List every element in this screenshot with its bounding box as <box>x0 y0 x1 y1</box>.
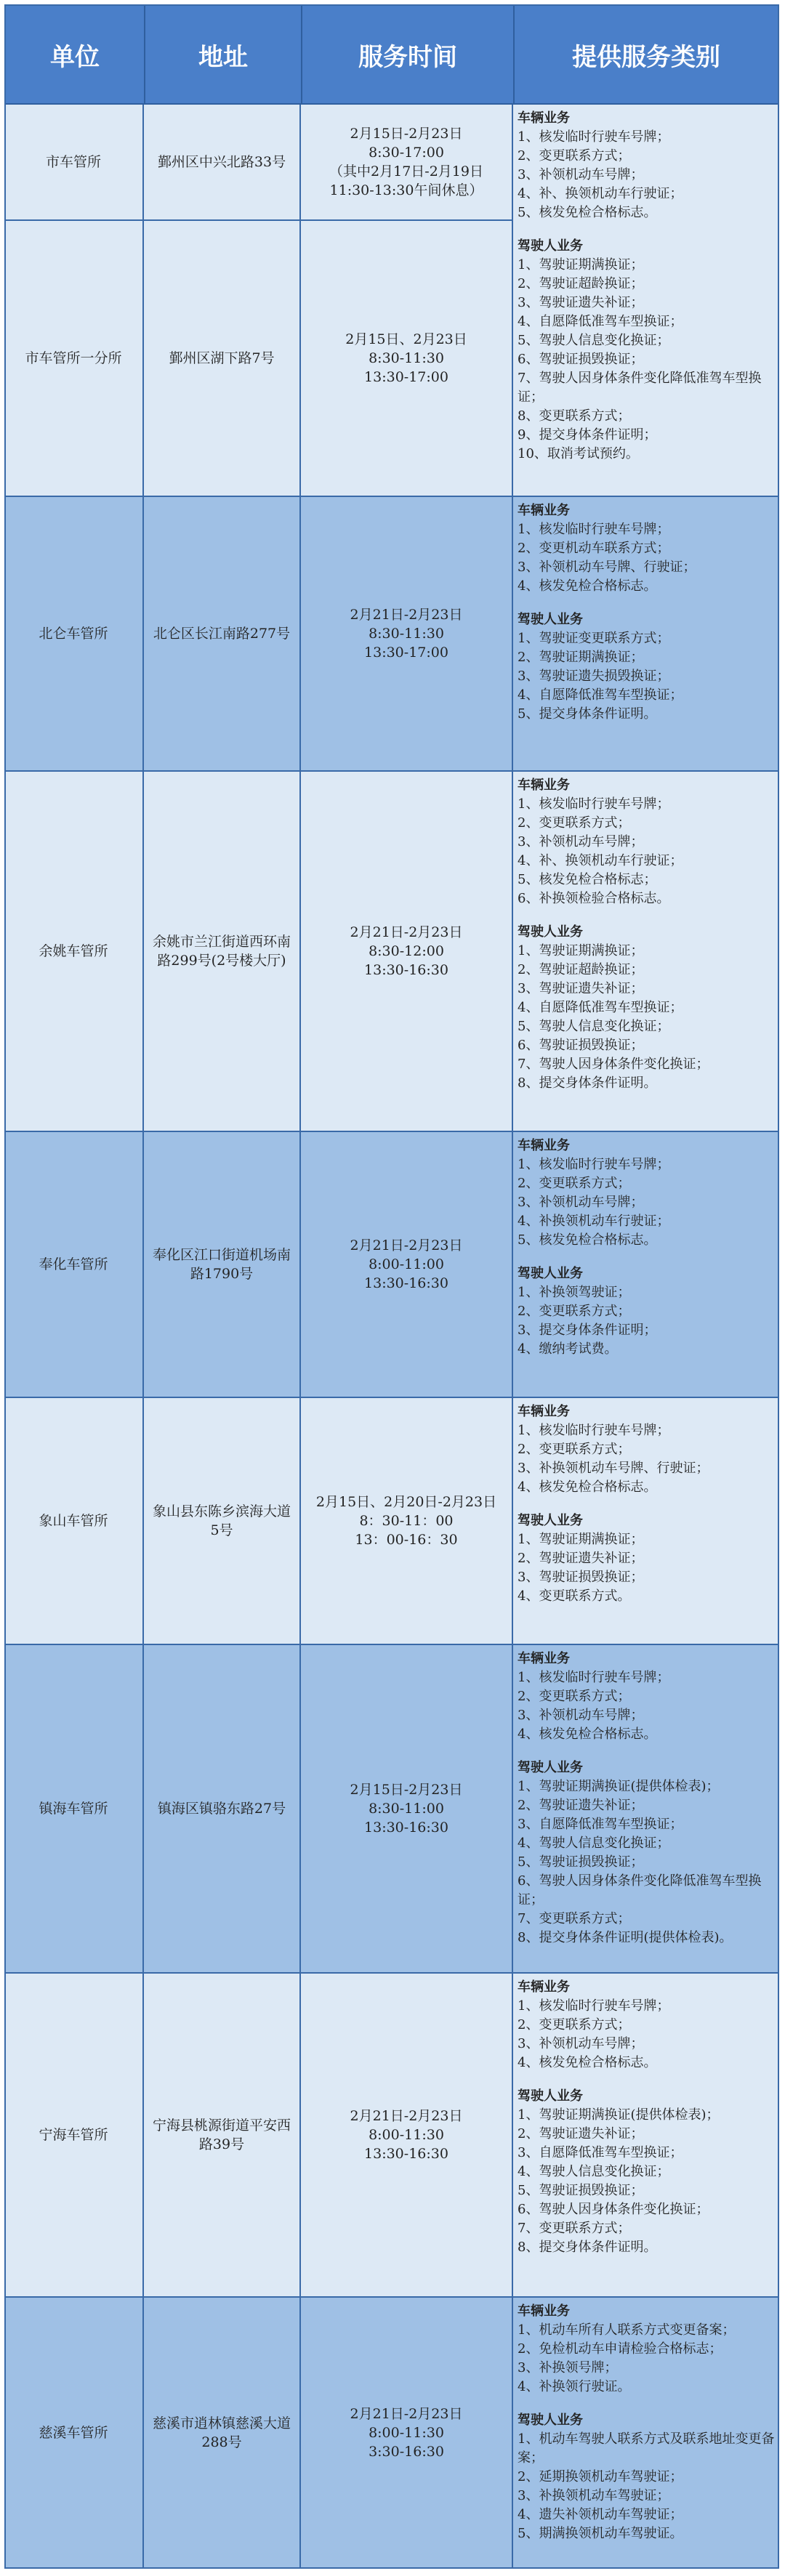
address-cell: 宁海县桃源街道平安西路39号 <box>144 1974 301 2296</box>
service-item: 3、驾驶证遗失补证； <box>518 295 644 310</box>
service-item: 4、自愿降低准驾车型换证； <box>518 687 683 703</box>
service-item: 2、延期换领机动车驾驶证； <box>518 2469 683 2484</box>
service-item: 2、驾驶证超龄换证； <box>518 962 644 977</box>
service-section <box>518 109 775 222</box>
service-section <box>518 1511 775 1606</box>
service-item: 3、驾驶证遗失补证； <box>518 981 644 996</box>
service-section-title: 驾驶人业务 <box>518 2088 583 2104</box>
service-category-cell <box>513 1398 779 1645</box>
service-section <box>518 237 775 464</box>
service-section <box>518 1650 775 1744</box>
service-item: 3、补领机动车号牌、行驶证； <box>518 560 696 575</box>
service-item: 4、补、换领机动车行驶证； <box>518 853 683 868</box>
address-cell: 北仑区长江南路277号 <box>144 497 301 770</box>
service-section <box>518 2302 775 2397</box>
service-item: 3、补领机动车号牌； <box>518 167 644 182</box>
service-item: 4、自愿降低准驾车型换证； <box>518 1000 683 1015</box>
service-section-title: 驾驶人业务 <box>518 1266 583 1281</box>
service-section <box>518 2411 775 2543</box>
service-item: 3、驾驶证损毁换证； <box>518 1570 644 1585</box>
service-section-title: 驾驶人业务 <box>518 924 583 940</box>
service-item: 6、驾驶证损毁换证； <box>518 352 644 367</box>
service-item: 8、提交身体条件证明。 <box>518 1075 657 1091</box>
service-item: 2、驾驶证超龄换证； <box>518 276 644 291</box>
service-section <box>518 2087 775 2257</box>
address-cell: 鄞州区湖下路7号 <box>144 221 301 496</box>
service-category-cell <box>513 105 779 497</box>
address-cell: 奉化区江口街道机场南路1790号 <box>144 1132 301 1397</box>
unit-cell: 慈溪车管所 <box>4 2298 144 2567</box>
service-item: 3、补换领机动车号牌、行驶证； <box>518 1461 709 1476</box>
unit-cell: 市车管所一分所 <box>4 221 144 496</box>
header-service-category: 提供服务类别 <box>572 42 720 72</box>
service-time-cell: 2月21日-2月23日 8:30-11:30 13:30-17:00 <box>301 497 513 770</box>
service-section <box>518 1264 775 1359</box>
service-item: 5、核发免检合格标志。 <box>518 1232 657 1248</box>
service-section-title: 驾驶人业务 <box>518 1760 583 1775</box>
header-address: 地址 <box>145 6 302 103</box>
service-item: 8、提交身体条件证明(提供体检表)。 <box>518 1930 733 1945</box>
table-header <box>4 4 779 105</box>
unit-cell: 奉化车管所 <box>4 1132 144 1397</box>
service-item: 1、驾驶证期满换证(提供体检表)； <box>518 2107 720 2123</box>
unit-cell: 余姚车管所 <box>4 772 144 1131</box>
service-time-cell: 2月21日-2月23日 8:30-12:00 13:30-16:30 <box>301 772 513 1131</box>
service-time-cell: 2月15日-2月23日 8:30-11:00 13:30-16:30 <box>301 1645 513 1972</box>
service-item: 1、核发临时行驶车号牌； <box>518 522 670 537</box>
service-category-cell <box>513 1132 779 1398</box>
service-item: 4、驾驶人信息变化换证； <box>518 1836 670 1851</box>
service-section-title: 车辆业务 <box>518 503 570 518</box>
service-item: 1、驾驶证期满换证； <box>518 943 644 958</box>
service-item: 4、自愿降低准驾车型换证； <box>518 314 683 329</box>
service-item: 2、免检机动车申请检验合格标志； <box>518 2341 722 2357</box>
header-unit: 单位 <box>6 6 145 103</box>
service-item: 3、补领机动车号牌； <box>518 834 644 849</box>
service-item: 2、变更联系方式； <box>518 2017 631 2032</box>
service-item: 2、变更机动车联系方式； <box>518 541 670 556</box>
service-item: 9、提交身体条件证明； <box>518 427 657 443</box>
service-item: 1、驾驶证期满换证(提供体检表)； <box>518 1779 720 1794</box>
service-section-title: 车辆业务 <box>518 1404 570 1419</box>
service-time-cell: 2月15日、2月20日-2月23日 8：30-11：00 13：00-16：30 <box>301 1398 513 1644</box>
service-item: 4、驾驶人信息变化换证； <box>518 2164 670 2179</box>
service-item: 6、驾驶证损毁换证； <box>518 1038 644 1053</box>
unit-cell: 镇海车管所 <box>4 1645 144 1972</box>
service-section-title: 车辆业务 <box>518 2304 570 2319</box>
service-item: 7、驾驶人因身体条件变化换证； <box>518 1057 709 1072</box>
service-category-cell <box>513 497 779 772</box>
service-section <box>518 776 775 908</box>
service-item: 4、核发免检合格标志。 <box>518 578 657 594</box>
service-item: 5、驾驶人信息变化换证； <box>518 333 670 348</box>
service-category-cell <box>513 1645 779 1974</box>
service-item: 4、遗失补领机动车驾驶证； <box>518 2507 683 2522</box>
service-item: 3、补领机动车号牌； <box>518 1708 644 1723</box>
service-section <box>518 1402 775 1497</box>
service-item: 1、核发临时行驶车号牌； <box>518 796 670 812</box>
service-item: 1、核发临时行驶车号牌； <box>518 129 670 145</box>
service-item: 7、驾驶人因身体条件变化降低准驾车型换证； <box>518 371 762 405</box>
service-item: 5、驾驶人信息变化换证； <box>518 1019 670 1034</box>
service-time-cell: 2月21日-2月23日 8:00-11:30 3:30-16:30 <box>301 2298 513 2567</box>
service-item: 3、驾驶证遗失损毁换证； <box>518 669 670 684</box>
unit-cell: 象山车管所 <box>4 1398 144 1644</box>
service-item: 3、补换领号牌； <box>518 2360 618 2375</box>
service-section-title: 驾驶人业务 <box>518 2413 583 2428</box>
service-section-title: 车辆业务 <box>518 1651 570 1666</box>
service-item: 1、驾驶证期满换证； <box>518 257 644 272</box>
service-item: 2、变更联系方式； <box>518 1689 631 1704</box>
service-section-title: 车辆业务 <box>518 1138 570 1153</box>
service-item: 4、缴纳考试费。 <box>518 1341 618 1357</box>
service-item: 3、自愿降低准驾车型换证； <box>518 1817 683 1832</box>
service-item: 3、补换领机动车驾驶证； <box>518 2488 670 2503</box>
service-item: 1、驾驶证期满换证； <box>518 1532 644 1547</box>
unit-cell: 北仑车管所 <box>4 497 144 770</box>
service-item: 3、自愿降低准驾车型换证； <box>518 2145 683 2160</box>
service-item: 2、变更联系方式； <box>518 1304 631 1319</box>
service-section <box>518 610 775 724</box>
header-service-time: 服务时间 <box>302 6 515 103</box>
service-item: 4、核发免检合格标志。 <box>518 1727 657 1742</box>
service-item: 6、补换领检验合格标志。 <box>518 891 670 906</box>
service-item: 8、变更联系方式； <box>518 408 631 424</box>
address-cell: 余姚市兰江街道西环南路299号(2号楼大厅) <box>144 772 301 1131</box>
service-item: 2、驾驶证遗失补证； <box>518 1798 644 1813</box>
service-section-title: 车辆业务 <box>518 110 570 126</box>
service-item: 2、驾驶证期满换证； <box>518 650 644 665</box>
service-item: 8、提交身体条件证明。 <box>518 2240 657 2255</box>
service-item: 1、机动车驾驶人联系方式及联系地址变更备案； <box>518 2431 775 2466</box>
service-item: 1、核发临时行驶车号牌； <box>518 1670 670 1685</box>
service-item: 7、变更联系方式； <box>518 2221 631 2236</box>
service-item: 2、驾驶证遗失补证； <box>518 2126 644 2141</box>
service-item: 4、核发免检合格标志。 <box>518 1479 657 1495</box>
service-category-cell <box>513 2298 779 2569</box>
service-item: 2、变更联系方式； <box>518 148 631 163</box>
service-item: 4、补、换领机动车行驶证； <box>518 186 683 201</box>
service-item: 2、变更联系方式； <box>518 815 631 831</box>
service-section <box>518 501 775 596</box>
service-section-title: 驾驶人业务 <box>518 612 583 627</box>
service-item: 2、变更联系方式； <box>518 1176 631 1191</box>
service-category-cell <box>513 1974 779 2298</box>
service-item: 5、驾驶证损毁换证； <box>518 2183 644 2198</box>
service-category-cell <box>513 772 779 1132</box>
address-cell: 慈溪市逍林镇慈溪大道288号 <box>144 2298 301 2567</box>
service-section-title: 驾驶人业务 <box>518 238 583 254</box>
service-item: 5、提交身体条件证明。 <box>518 706 657 722</box>
service-section <box>518 1978 775 2072</box>
unit-cell: 宁海车管所 <box>4 1974 144 2296</box>
service-section-title: 驾驶人业务 <box>518 1513 583 1528</box>
service-item: 1、机动车所有人联系方式变更备案； <box>518 2322 736 2338</box>
service-item: 4、变更联系方式。 <box>518 1588 631 1604</box>
service-time-cell: 2月21日-2月23日 8:00-11:30 13:30-16:30 <box>301 1974 513 2296</box>
service-item: 1、核发临时行驶车号牌； <box>518 1423 670 1438</box>
service-section-title: 车辆业务 <box>518 778 570 793</box>
service-item: 3、补领机动车号牌； <box>518 1195 644 1210</box>
address-cell: 镇海区镇骆东路27号 <box>144 1645 301 1972</box>
service-item: 7、变更联系方式； <box>518 1911 631 1926</box>
service-time-cell: 2月15日-2月23日 8:30-17:00 （其中2月17日-2月19日 11:30-13:30午间休息） <box>301 105 513 219</box>
service-time-cell: 2月21日-2月23日 8:00-11:00 13:30-16:30 <box>301 1132 513 1397</box>
address-cell: 象山县东陈乡滨海大道5号 <box>144 1398 301 1644</box>
service-item: 4、核发免检合格标志。 <box>518 2055 657 2070</box>
service-section <box>518 923 775 1093</box>
service-item: 1、核发临时行驶车号牌； <box>518 1157 670 1172</box>
service-item: 1、驾驶证变更联系方式； <box>518 631 670 646</box>
address-cell: 鄞州区中兴北路33号 <box>144 105 301 219</box>
service-item: 2、变更联系方式； <box>518 1442 631 1457</box>
service-item: 5、驾驶证损毁换证； <box>518 1854 644 1870</box>
service-item: 2、驾驶证遗失补证； <box>518 1551 644 1566</box>
service-item: 1、补换领驾驶证； <box>518 1285 631 1300</box>
service-item: 5、核发免检合格标志。 <box>518 205 657 220</box>
unit-cell: 市车管所 <box>4 105 144 219</box>
service-section <box>518 1759 775 1947</box>
service-item: 1、核发临时行驶车号牌； <box>518 1998 670 2014</box>
service-section <box>518 1136 775 1250</box>
service-item: 5、核发免检合格标志； <box>518 872 657 887</box>
service-item: 4、补换领机动车行驶证； <box>518 1214 670 1229</box>
service-item: 4、补换领行驶证。 <box>518 2379 631 2394</box>
service-item: 5、期满换领机动车驾驶证。 <box>518 2526 683 2541</box>
service-item: 6、驾驶人因身体条件变化换证； <box>518 2202 709 2217</box>
service-item: 10、取消考试预约。 <box>518 446 639 461</box>
service-item: 3、提交身体条件证明； <box>518 1323 657 1338</box>
service-section-title: 车辆业务 <box>518 1979 570 1995</box>
service-time-cell: 2月15日、2月23日 8:30-11:30 13:30-17:00 <box>301 221 513 496</box>
service-item: 6、驾驶人因身体条件变化降低准驾车型换证； <box>518 1873 762 1907</box>
service-item: 3、补领机动车号牌； <box>518 2036 644 2051</box>
